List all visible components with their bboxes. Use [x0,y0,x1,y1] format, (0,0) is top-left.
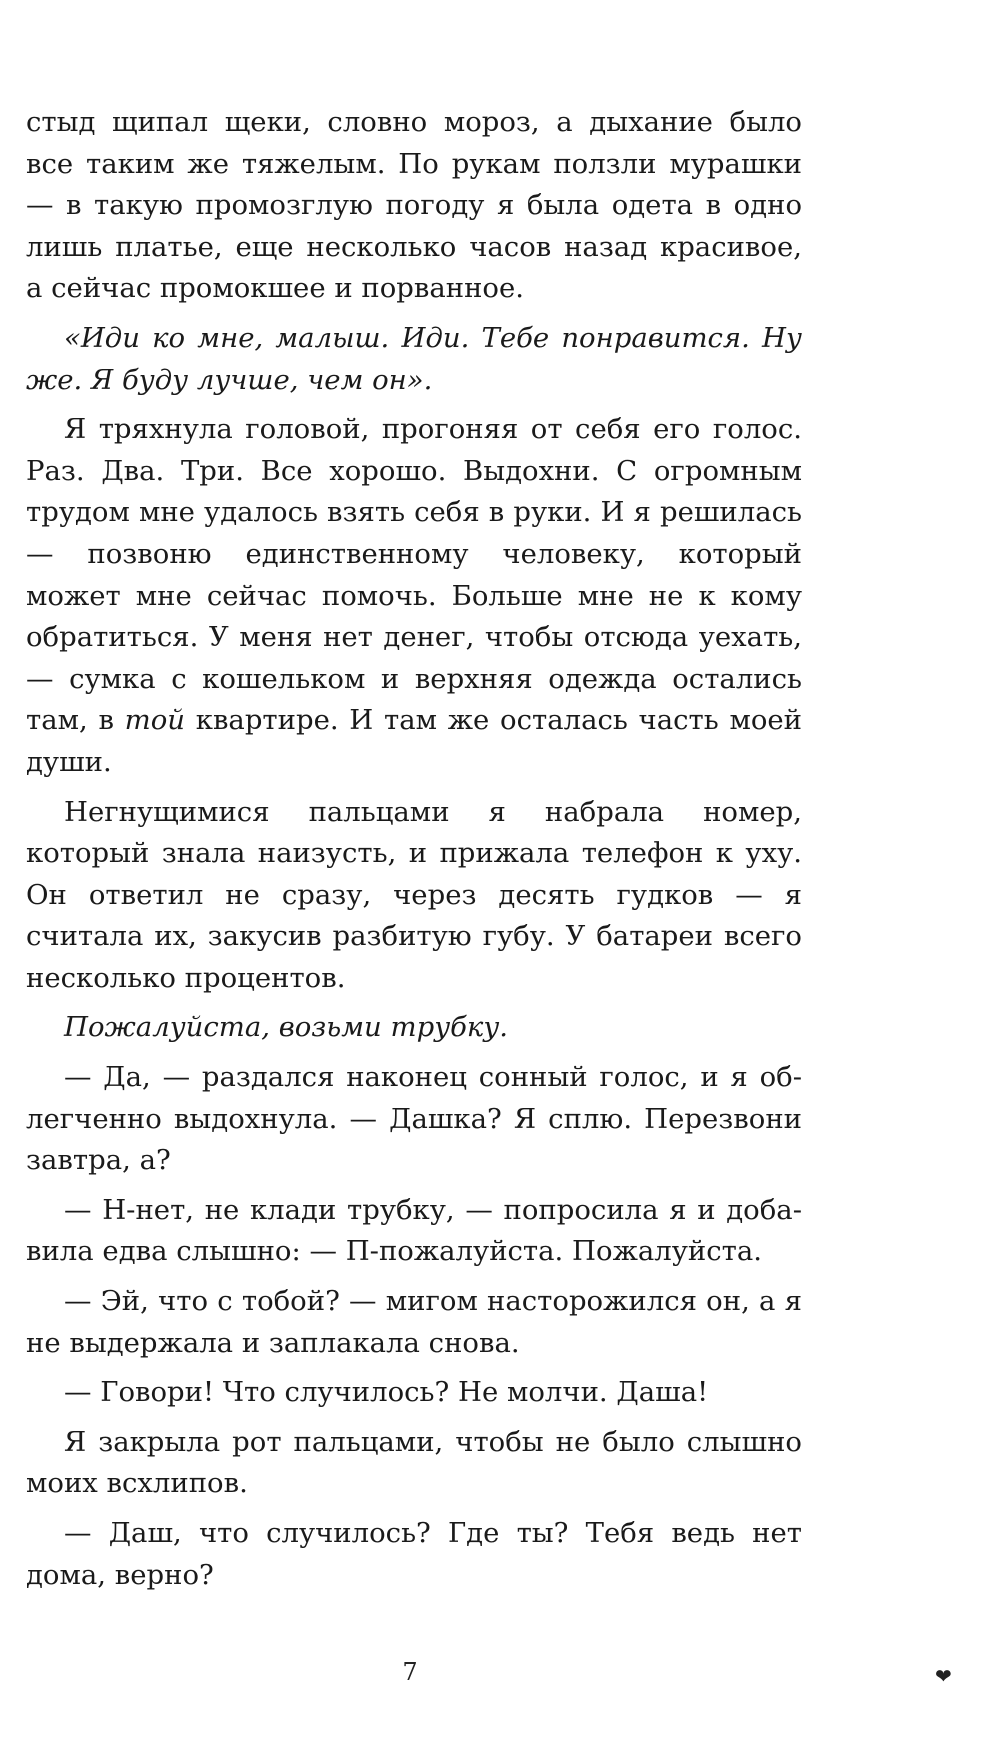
paragraph [26,409,802,783]
dialogue-paragraph: — Да, — раздался наконец сонный голос, и я облегченно выдохнула. — Дашка? Я сплю. Перезвони завтра, а? [26,1061,802,1177]
dialogue-paragraph: — Н-нет, не клади трубку, — попросила я и добавила едва слышно: — П-пожалуйста. Пожалуйста. [26,1193,802,1268]
paragraph-text: квартире. И там же осталась часть моей души. [26,704,802,778]
heart-icon: ❤ [935,1664,952,1688]
page-body-text [26,102,802,1604]
paragraph: Негнущимися пальцами я набрала номер, который знала наизусть, и прижала телефон к уху. Он ответил не сразу, через десять гудков — я считала их, закусив разбитую губу. У батареи всего несколько процентов. [26,795,802,994]
dialogue-paragraph: — Говори! Что случилось? Не молчи. Даша! [64,1376,709,1409]
dialogue-paragraph: — Даш, что случилось? Где ты? Тебя ведь нет дома, верно? [26,1517,802,1591]
paragraph-text: Я тряхнула головой, прогоняя от себя его голос. Раз. Два. Три. Все хорошо. Выдохни. С огромным трудом мне удалось взять себя в руки. И я решилась — позвоню единственному человеку, который может мне сейчас помочь. Больше мне не к кому обратиться. У меня нет денег, чтобы отсюда уехать, — сумка с кошельком и верхняя одежда остались там, в [26,413,802,737]
paragraph-italic-quote: «Иди ко мне, малыш. Иди. Тебе понравится. Ну же. Я буду лучше, чем он». [26,321,802,396]
paragraph-italic-thought: Пожалуйста, возьми трубку. [64,1011,509,1044]
emphasis-text: той [124,704,186,737]
paragraph: стыд щипал щеки, словно мороз, а дыхание было все таким же тяжелым. По рукам ползли мурашки — в такую промозглую погоду я была одета в одно лишь платье, еще несколько часов назад красивое, а сейчас промокшее и порванное. [26,106,802,305]
dialogue-paragraph: — Эй, что с тобой? — мигом насторожился он, а я не выдержала и заплакала снова. [26,1285,802,1359]
paragraph: Я закрыла рот пальцами, чтобы не было слышно моих всхлипов. [26,1425,802,1500]
page-number: 7 [402,1658,418,1686]
